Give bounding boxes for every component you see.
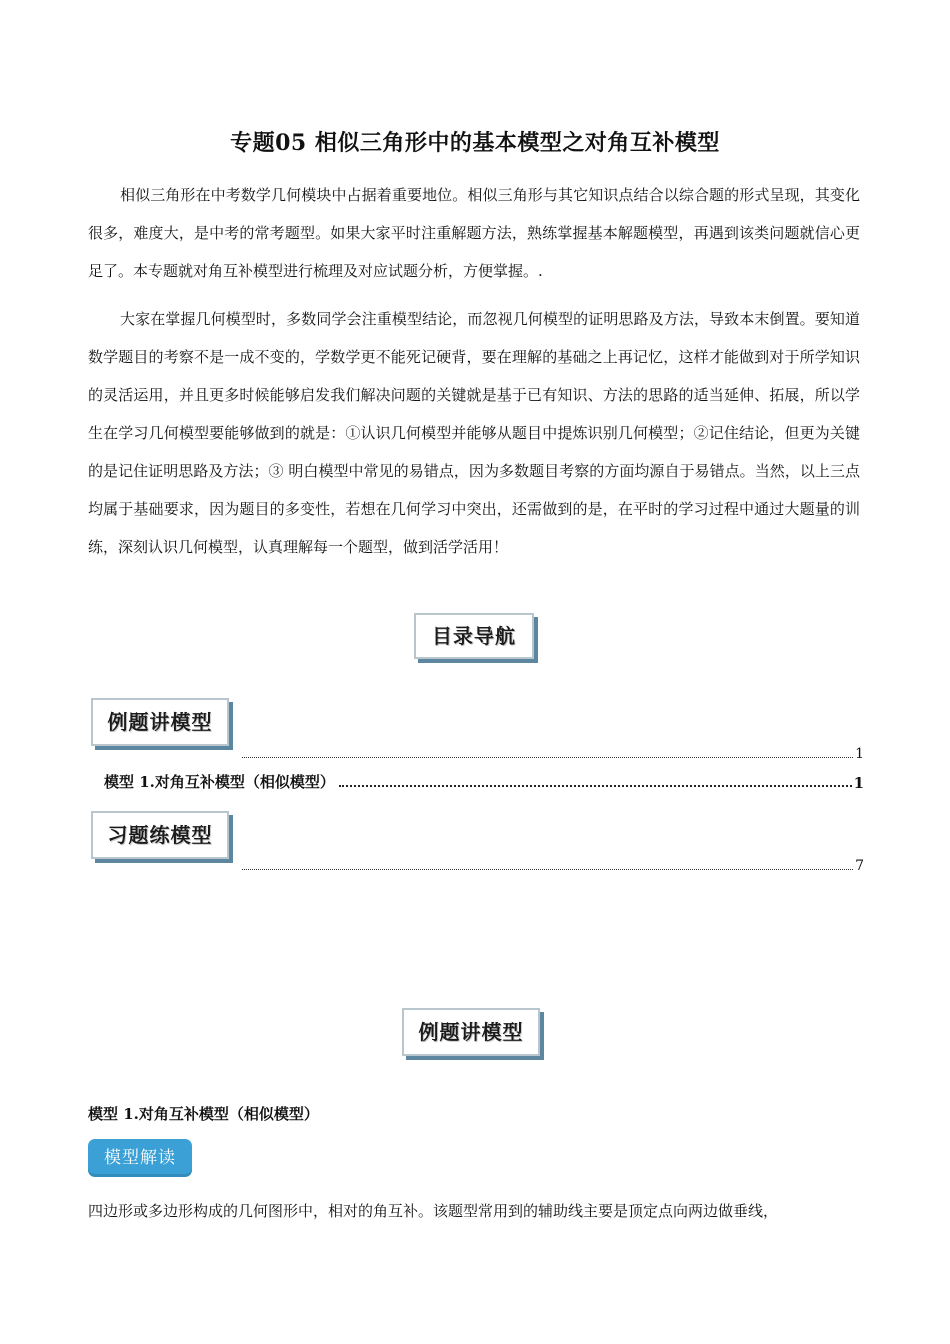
toc-leader-dots (242, 757, 853, 758)
intro-paragraph-1: 相似三角形在中考数学几何模块中占据着重要地位。相似三角形与其它知识点结合以综合题的形式呈现，其变化很多，难度大，是中考的常考题型。如果大家平时注重解题方法，熟练掌握基本解题模型，再遇到该类问题就信心更足了。本专题就对角互补模型进行梳理及对应试题分析，方便掌握。. (88, 186, 860, 280)
toc-line-exercises[interactable] (242, 856, 864, 874)
intro-paragraph-2: 大家在掌握几何模型时，多数同学会注重模型结论，而忽视几何模型的证明思路及方法，导致本末倒置。要知道数学题目的考察不是一成不变的，学数学更不能死记硬背，要在理解的基础之上再记忆，这样才能做到对于所学知识的灵活运用，并且更多时候能够启发我们解决问题的关键就是基于已有知识、方法的思路的适当延伸、拓展，所以学生在学习几何模型要能够做到的就是：①认识几何模型并能够从题目中提炼识别几何模型；②记住结论，但更为关键的是记住证明思路及方法；③ 明白模型中常见的易错点，因为多数题目考察的方面均源自于易错点。当然，以上三点均属于基础要求，因为题目的多变性，若想在几何学习中突出，还需做到的是，在平时的学习过程中通过大题量的训练，深刻认识几何模型，认真理解每一个题型，做到活学活用！ (88, 310, 860, 556)
toc-header: 目录导航 (414, 613, 534, 659)
section-label-examples: 例题讲模型 (402, 1008, 540, 1056)
toc-leader-dots (339, 785, 852, 787)
toc-page-number: 1 (853, 774, 864, 792)
toc-leader-dots (242, 869, 853, 870)
body-paragraph: 四边形或多边形构成的几何图形中，相对的角互补。该题型常用到的辅助线主要是顶定点向两边做垂线， (88, 1202, 779, 1220)
model-interpretation-badge: 模型解读 (88, 1139, 192, 1177)
toc-section-exercises[interactable]: 习题练模型 (91, 811, 229, 859)
model-heading: 模型 1.对角互补模型（相似模型） (88, 1105, 319, 1123)
document-title: 专题05 相似三角形中的基本模型之对角互补模型 (230, 130, 720, 156)
toc-page-number: 7 (855, 858, 864, 874)
toc-entry-model-1[interactable] (104, 772, 864, 792)
toc-entry-label: 模型 1.对角互补模型（相似模型） (104, 773, 335, 791)
toc-page-number: 1 (855, 746, 864, 762)
toc-line-examples[interactable] (242, 744, 864, 762)
toc-section-examples[interactable]: 例题讲模型 (91, 698, 229, 746)
